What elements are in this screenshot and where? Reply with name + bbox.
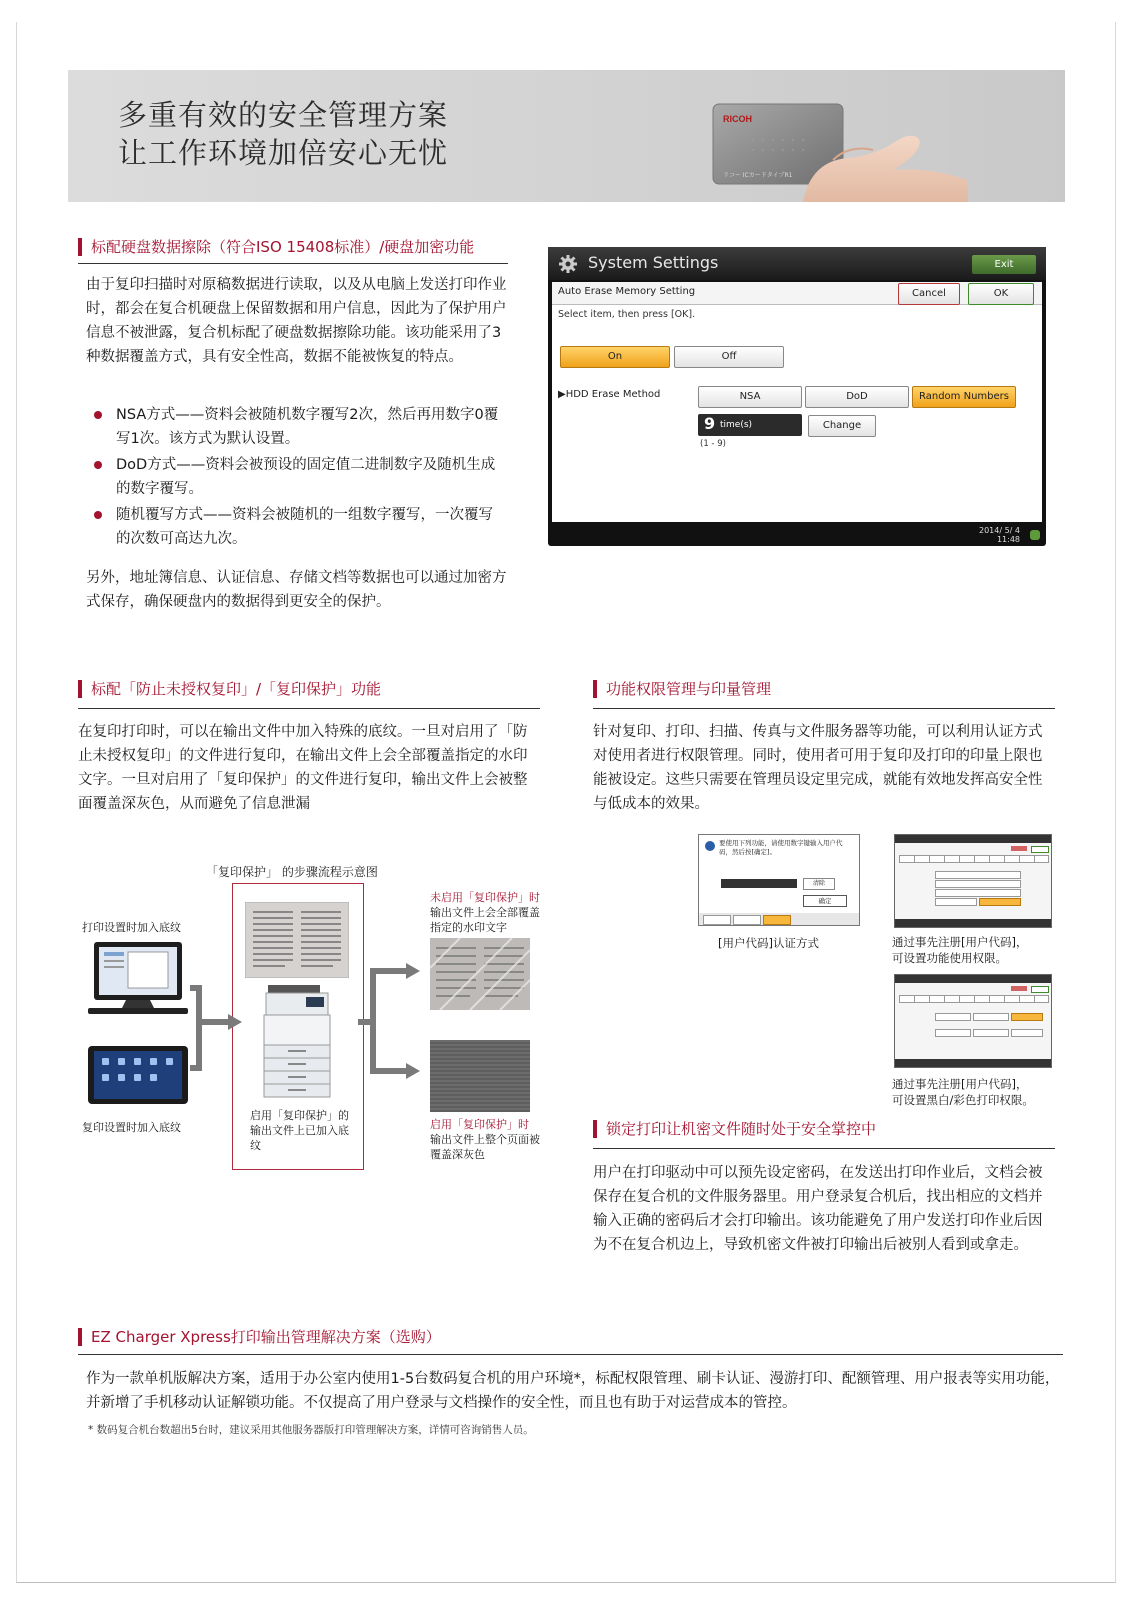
list-item: DoD方式——资料会被预设的固定值二进制数字及随机生成的数字覆写。	[86, 453, 506, 501]
connector-line	[190, 985, 202, 991]
caption-function-permission	[892, 934, 1027, 966]
card-text: リコー ICカードタイプR1	[723, 172, 793, 179]
mini-cancel[interactable]	[1011, 986, 1027, 991]
banner-title-line2: 让工作环境加倍安心无忧	[118, 136, 449, 170]
mini-tabs[interactable]	[899, 995, 1049, 1003]
caption-line: 通过事先注册[用户代码]，	[892, 935, 1028, 949]
status-date: 2014/ 5/ 4	[978, 526, 1020, 535]
label-copy-setting: 复印设置时加入底纹	[82, 1121, 181, 1134]
locked-print-text: 用户在打印驱动中可以预先设定密码，在发送出打印作业后，文档会被保存在复合机的文件服务器里。用户登录复合机后，找出相应的文档并输入正确的密码后才会打印输出。该功能避免了用户发送打印作业后因为不在复合机边上，导致机密文件被打印输出后被别人看到或拿走。	[593, 1165, 1043, 1253]
hero-banner	[68, 70, 1065, 202]
erase-method-list	[86, 403, 506, 553]
ic-card-in-hand-image	[683, 80, 968, 202]
ez-charger-footnote: * 数码复合机台数超出5台时，建议采用其他服务器版打印管理解决方案，详情可咨询销售人员。	[88, 1424, 534, 1436]
times-value: 9	[704, 414, 716, 433]
mini-cancel[interactable]	[1011, 846, 1027, 851]
watermark-covered-document-image	[430, 938, 530, 1010]
hdd-erase-method-label: ▶HDD Erase Method	[558, 389, 661, 400]
mini-option[interactable]	[935, 880, 1021, 888]
mini-option[interactable]	[935, 889, 1021, 897]
label-center-output: 启用「复印保护」的输出文件上已加入底纹	[250, 1109, 349, 1152]
on-button[interactable]: On	[560, 346, 670, 368]
dod-button[interactable]: DoD	[805, 386, 909, 408]
dialog-tab[interactable]	[703, 915, 731, 925]
mini-status-bar	[895, 1059, 1051, 1067]
mini-option-selected[interactable]	[1011, 1013, 1043, 1021]
range-text: (1 - 9)	[700, 439, 726, 449]
gear-icon	[558, 254, 578, 274]
tablet-icon	[88, 1046, 188, 1104]
nsa-button[interactable]: NSA	[698, 386, 802, 408]
connector-line	[370, 968, 408, 974]
dialog-tab-strip	[699, 913, 859, 925]
section-heading-ez-charger: EZ Charger Xpress打印输出管理解决方案（选购）	[78, 1328, 441, 1346]
dialog-tab[interactable]	[763, 915, 791, 925]
times-field[interactable]	[698, 414, 802, 436]
change-button[interactable]: Change	[808, 415, 876, 437]
mini-option[interactable]	[973, 1013, 1009, 1021]
label-bottom-black: 输出文件上整个页面被覆盖深灰色	[430, 1133, 540, 1161]
mini-option[interactable]	[973, 1029, 1009, 1037]
list-item: NSA方式——资料会被随机数字覆写2次，然后再用数字0覆写1次。该方式为默认设置。	[86, 403, 506, 451]
hdd-erase-intro: 由于复印扫描时对原稿数据进行读取，以及从电脑上发送打印作业时，都会在复合机硬盘上保留数据和用户信息，因此为了保护用户信息不被泄露，复合机标配了硬盘数据擦除功能。该功能采用了3种数据覆盖方式，具有安全性高，数据不能被恢复的特点。	[86, 277, 507, 365]
mini-title-bar	[895, 975, 1051, 983]
ok-button[interactable]: OK	[968, 283, 1034, 305]
dialog-tab[interactable]	[733, 915, 761, 925]
bullet-dot	[94, 411, 102, 419]
caption-line: 可设置黑白/彩色打印权限。	[892, 1093, 1034, 1107]
diagram-title: 「复印保护」 的步骤流程示意图	[206, 865, 378, 879]
label-bottom-output	[430, 1117, 542, 1162]
mini-ok[interactable]	[1031, 986, 1049, 993]
mini-ok[interactable]	[1031, 846, 1049, 853]
section-heading-permissions: 功能权限管理与印量管理	[593, 680, 771, 698]
permissions-text: 针对复印、打印、扫描、传真与文件服务器等功能，可以利用认证方式对使用者进行权限管理。同时，使用者可用于复印及打印的印量上限也能被设定。这些只需要在管理员设定里完成，就能有效地发挥高安全性与低成本的效果。	[593, 724, 1043, 812]
connector-line	[196, 985, 202, 1071]
watermarked-document-image	[245, 902, 349, 978]
section-rule	[78, 708, 540, 709]
caption-color-permission	[892, 1076, 1034, 1108]
mini-option[interactable]	[935, 1013, 971, 1021]
banner-title	[118, 96, 448, 172]
screen-body	[552, 282, 1042, 522]
section-heading-copy-protect: 标配「防止未授权复印」/「复印保护」功能	[78, 680, 381, 698]
section-rule	[78, 263, 508, 264]
computer-icon	[88, 938, 188, 1018]
status-datetime	[979, 526, 1020, 544]
connector-line	[370, 968, 376, 1074]
exit-button[interactable]: Exit	[972, 255, 1036, 274]
connector-line	[370, 1068, 408, 1074]
mini-title-bar	[895, 835, 1051, 843]
list-item: 随机覆写方式——资料会被随机的一组数字覆写，一次覆写的次数可高达九次。	[86, 503, 506, 551]
mini-option[interactable]	[1011, 1029, 1043, 1037]
setting-name: Auto Erase Memory Setting	[558, 286, 696, 297]
off-button[interactable]: Off	[674, 346, 784, 368]
mini-status-bar	[895, 919, 1051, 927]
dialog-text: 要使用下列功能，请使用数字键输入用户代码，然后按[确定]。	[719, 839, 843, 856]
label-bottom-red: 启用「复印保护」时	[430, 1118, 529, 1131]
encryption-note: 另外，地址簿信息、认证信息、存储文档等数据也可以通过加密方式保存，确保硬盘内的数据得到更安全的保护。	[86, 570, 507, 610]
caption-user-code: [用户代码]认证方式	[718, 936, 819, 950]
user-code-dialog-screenshot	[698, 834, 860, 926]
instruction-text: Select item, then press [OK].	[558, 309, 696, 320]
caption-line: 可设置功能使用权限。	[892, 951, 1007, 965]
mini-option[interactable]	[935, 898, 977, 906]
dark-gray-covered-document-image	[430, 1040, 530, 1112]
section-rule	[593, 708, 1055, 709]
label-top-red: 未启用「复印保护」时	[430, 891, 540, 904]
section-rule	[78, 1354, 1063, 1355]
banner-title-line1: 多重有效的安全管理方案	[118, 98, 449, 132]
connector-line	[190, 1065, 202, 1071]
random-numbers-button[interactable]: Random Numbers	[912, 386, 1016, 408]
section-heading-hdd-erase: 标配硬盘数据擦除（符合ISO 15408标准）/硬盘加密功能	[78, 238, 474, 256]
status-icon	[1030, 530, 1040, 540]
arrow-right-icon	[406, 963, 420, 979]
bullet-dot	[94, 461, 102, 469]
screen-title-bar	[548, 247, 1046, 280]
times-unit: time(s)	[720, 420, 753, 430]
cancel-button[interactable]: Cancel	[898, 283, 960, 305]
screen-title: System Settings	[588, 253, 719, 272]
section-rule	[593, 1148, 1055, 1149]
card-brand: RICOH	[723, 114, 752, 124]
mini-option-selected[interactable]	[979, 898, 1021, 906]
label-top-black: 输出文件上会全部覆盖指定的水印文字	[430, 906, 540, 934]
mini-option[interactable]	[935, 1029, 971, 1037]
copier-machine-image	[258, 985, 338, 1100]
bullet-dot	[94, 511, 102, 519]
section-heading-locked-print: 锁定打印让机密文件随时处于安全掌控中	[593, 1120, 876, 1138]
label-print-setting: 打印设置时加入底纹	[82, 921, 181, 934]
caption-line: 通过事先注册[用户代码]，	[892, 1077, 1028, 1091]
copy-protect-text: 在复印打印时，可以在输出文件中加入特殊的底纹。一旦对启用了「防止未授权复印」的文件进行复印，在输出文件上会全部覆盖指定的水印文字。一旦对启用了「复印保护」的文件进行复印，输出文件上会被整面覆盖深灰色，从而避免了信息泄漏	[78, 724, 528, 812]
mini-option[interactable]	[935, 871, 1021, 879]
arrow-right-icon	[406, 1063, 420, 1079]
connector-line	[196, 1019, 230, 1025]
clear-button[interactable]: 清除	[803, 878, 835, 890]
function-permission-screenshot	[894, 834, 1052, 928]
dialog-ok-button[interactable]: 确定	[803, 895, 847, 907]
arrow-right-icon	[228, 1014, 242, 1030]
system-settings-screenshot	[548, 247, 1046, 546]
user-code-input[interactable]	[721, 879, 797, 888]
mini-tabs[interactable]	[899, 855, 1049, 863]
info-icon	[705, 841, 715, 851]
color-permission-screenshot	[894, 974, 1052, 1068]
ez-charger-text: 作为一款单机版解决方案，适用于办公室内使用1-5台数码复合机的用户环境*，标配权限管理、刷卡认证、漫游打印、配额管理、用户报表等实用功能，并新增了手机移动认证解锁功能。不仅提高了用户登录与文档操作的安全性，而且也有助于对运营成本的管控。	[86, 1371, 1060, 1411]
status-time: 11:48	[996, 535, 1020, 544]
screen-status-bar	[548, 524, 1046, 546]
label-top-output	[430, 890, 542, 935]
